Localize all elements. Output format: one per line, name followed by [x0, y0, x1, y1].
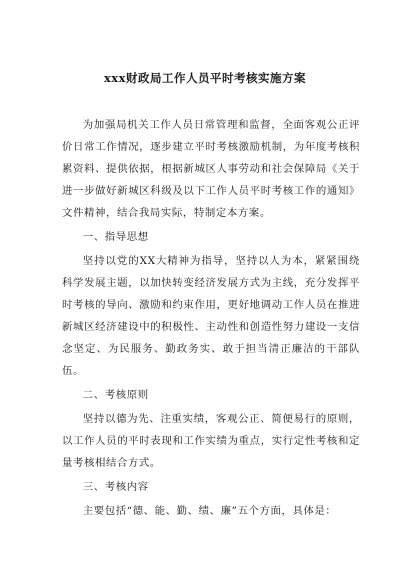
document-body	[62, 114, 360, 524]
section-heading-principles: 二、考核原则	[82, 389, 149, 401]
guiding-ideology-paragraph: 坚持以党的XX大精神为指导，坚持以人为本，紧紧围绕科学发展主题，以加快转变经济发展方式为主线，充分发挥平时考核的导向、激励和约束作用，更好地调动工作人员在推进新城区经济建设中的积极性、主动性和创造性努力建设一支信念坚定、为民服务、勤政务实、敢于担当清正廉洁的干部队伍。	[62, 255, 360, 377]
document-title: xxx财政局工作人员平时考核实施方案	[103, 71, 307, 85]
intro-paragraph: 为加强局机关工作人员日常管理和监督，全面客观公正评价日常工作情况，逐步建立平时考核激励机制，为年度考核积累资料、提供依据，根据新城区人事劳动和社会保障局《关于进一步做好新城区科级及以下工作人员平时考核工作的通知》文件精神，结合我局实际，特制定本方案。	[62, 119, 360, 219]
section-heading-content: 三、考核内容	[82, 481, 149, 493]
principles-paragraph: 坚持以德为先、注重实绩，客观公正、简便易行的原则，以工作人员的平时表现和工作实绩为重点，实行定性考核和定量考核相结合方式。	[62, 413, 360, 469]
content-paragraph: 主要包括“德、能、勤、绩、廉”五个方面，具体是：	[82, 505, 337, 517]
section-heading-guiding-ideology: 一、指导思想	[82, 231, 149, 243]
